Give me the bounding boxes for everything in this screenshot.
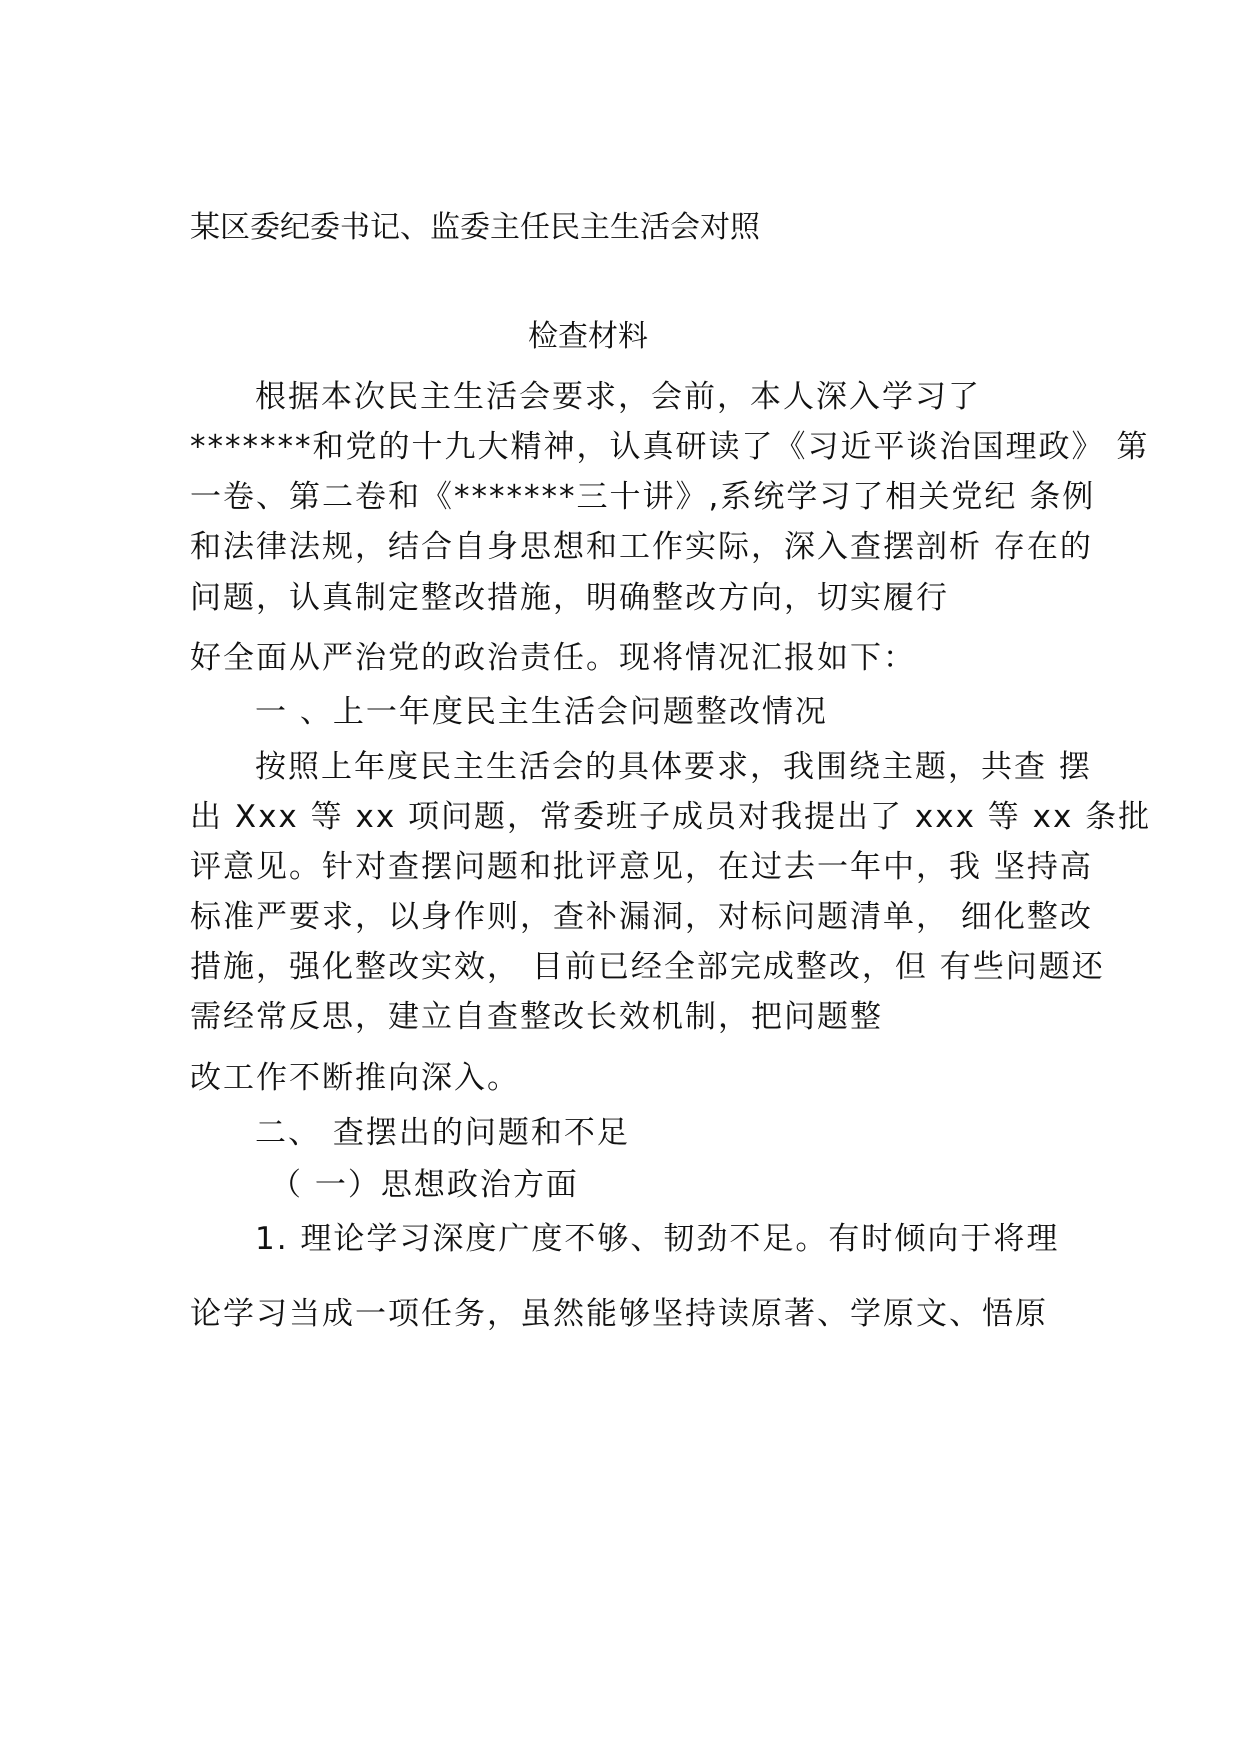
paragraph-line: 改工作不断推向深入。	[190, 1060, 520, 1096]
paragraph-line: 1. 理论学习深度广度不够、韧劲不足。有时倾向于将理	[255, 1221, 1060, 1257]
document-title-line2: 检查材料	[528, 319, 648, 354]
paragraph-line: 措施，强化整改实效， 目前已经全部完成整改，但 有些问题还	[190, 949, 1105, 985]
paragraph-line: 一卷、第二卷和《*******三十讲》,系统学习了相关党纪 条例	[190, 479, 1096, 515]
paragraph-line: 按照上年度民主生活会的具体要求，我围绕主题，共查 摆	[255, 749, 1092, 785]
paragraph-line: 好全面从严治党的政治责任。现将情况汇报如下：	[190, 640, 916, 676]
paragraph-line: 和法律法规，结合自身思想和工作实际，深入查摆剖析 存在的	[190, 529, 1093, 565]
paragraph-line: 需经常反思，建立自查整改长效机制，把问题整	[190, 999, 883, 1035]
paragraph-line: 评意见。针对查摆问题和批评意见，在过去一年中，我 坚持高	[190, 849, 1093, 885]
paragraph-line: 论学习当成一项任务，虽然能够坚持读原著、学原文、悟原	[190, 1296, 1048, 1332]
paragraph-line: 标准严要求，以身作则，查补漏洞，对标问题清单， 细化整改	[190, 899, 1093, 935]
section-heading: 一 、上一年度民主生活会问题整改情况	[255, 694, 828, 730]
paragraph-line: 问题，认真制定整改措施，明确整改方向，切实履行	[190, 580, 949, 616]
document-title-line1: 某区委纪委书记、监委主任民主生活会对照	[190, 210, 760, 245]
paragraph-line: *******和党的十九大精神，认真研读了《习近平谈治国理政》 第	[190, 429, 1150, 465]
subsection-heading: （ 一）思想政治方面	[270, 1167, 579, 1203]
section-heading: 二、 查摆出的问题和不足	[255, 1115, 630, 1151]
paragraph-line: 根据本次民主生活会要求，会前，本人深入学习了	[255, 379, 981, 415]
paragraph-line: 出 Xxx 等 xx 项问题，常委班子成员对我提出了 xxx 等 xx 条批	[190, 799, 1152, 835]
